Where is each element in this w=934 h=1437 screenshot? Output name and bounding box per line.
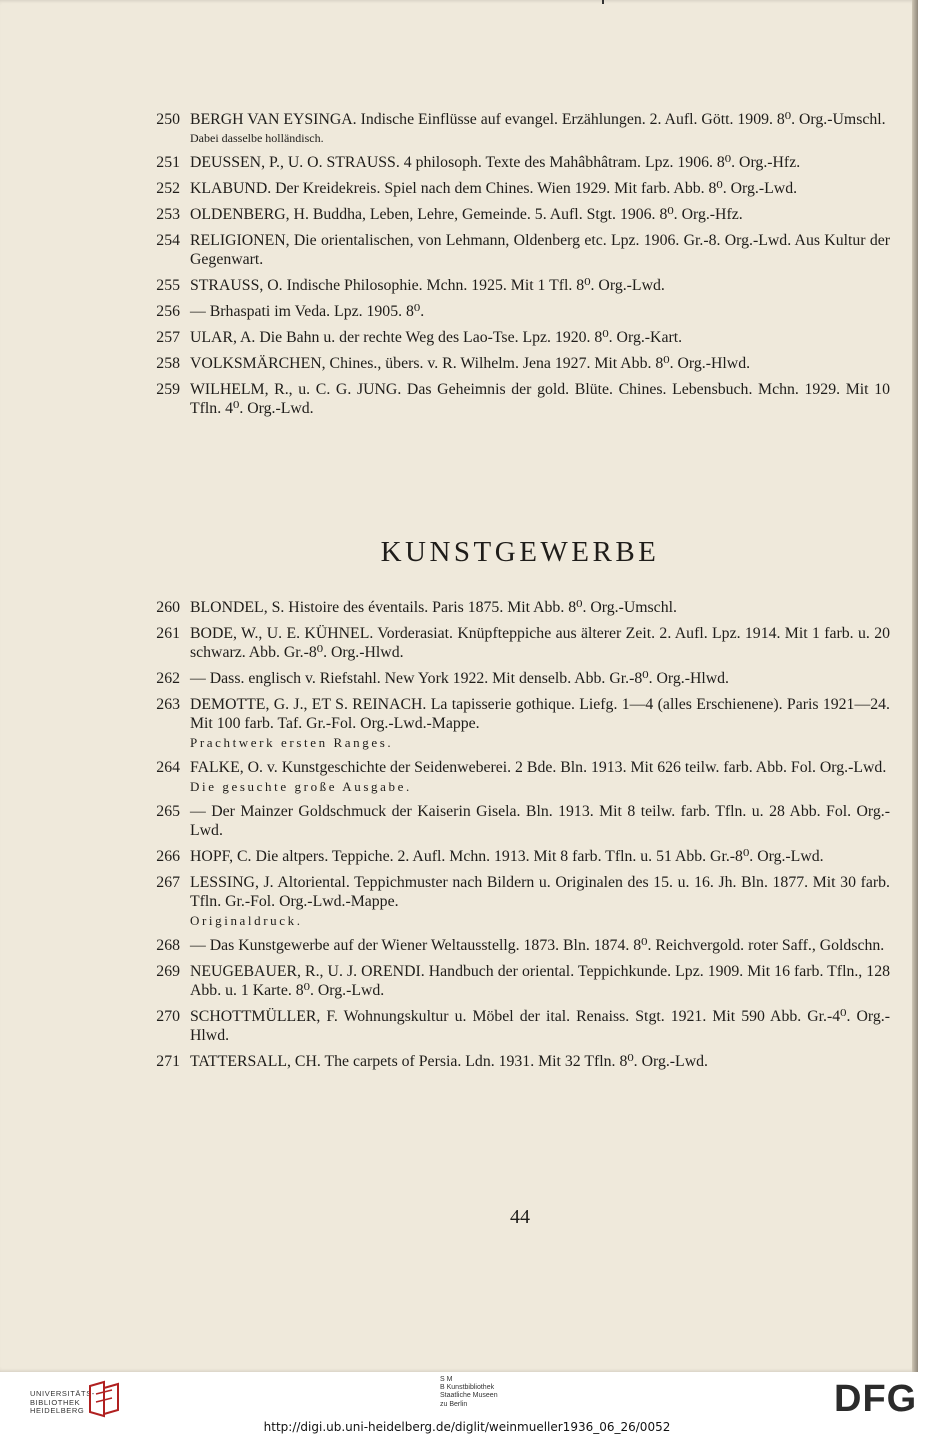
entry-number: 268 — [156, 937, 180, 954]
entry-remark: Prachtwerk ersten Ranges. — [190, 735, 394, 750]
entry-number: 266 — [156, 848, 180, 865]
catalog-entry — [150, 669, 890, 688]
museum-line: S M — [440, 1376, 453, 1383]
university-line: BIBLIOTHEK — [30, 1397, 81, 1407]
entry-text: HOPF, C. Die altpers. Teppiche. 2. Aufl. Mchn. 1913. Mit 8 farb. Tfln. u. 51 Abb. Gr.-8⁰. Org.-Lwd. — [190, 848, 824, 865]
catalog-entry — [150, 205, 890, 224]
page-number: 44 — [510, 1206, 530, 1228]
source-url-link[interactable]: http://digi.ub.uni-heidelberg.de/diglit/weinmueller1936_06_26/0052 — [263, 1420, 671, 1434]
entry-number: 250 — [156, 111, 180, 128]
catalog-entry — [150, 328, 890, 347]
catalog-entries-bottom — [150, 598, 890, 1071]
catalog-entry — [150, 695, 890, 751]
entry-number: 267 — [156, 874, 180, 891]
catalog-entry — [150, 276, 890, 295]
entry-note: Dabei dasselbe holländisch. — [190, 131, 324, 145]
entry-number: 254 — [156, 232, 180, 249]
catalog-entry — [150, 302, 890, 321]
entry-number: 251 — [156, 154, 180, 171]
entry-number: 264 — [156, 759, 180, 776]
university-line: HEIDELBERG — [30, 1406, 85, 1415]
entry-text: — Das Kunstgewerbe auf der Wiener Weltausstellg. 1873. Bln. 1874. 8⁰. Reichvergold. roter Saff., Goldschn. — [190, 937, 885, 954]
entry-text: FALKE, O. v. Kunstgeschichte der Seidenweberei. 2 Bde. Bln. 1913. Mit 626 teilw. farb. Abb. Fol. Org.-Lwd. — [190, 759, 887, 776]
entry-number: 261 — [156, 625, 180, 642]
museum-line: zu Berlin — [440, 1400, 468, 1408]
catalog-entry — [150, 110, 890, 146]
entry-remark: Originaldruck. — [190, 913, 303, 928]
entry-text: ULAR, A. Die Bahn u. der rechte Weg des Lao-Tse. Lpz. 1920. 8⁰. Org.-Kart. — [190, 329, 683, 346]
catalog-entry — [150, 380, 890, 418]
catalog-entries-top — [150, 110, 890, 418]
section-heading: KUNSTGEWERBE — [380, 536, 660, 568]
page-edge-shadow — [912, 0, 918, 1372]
catalog-entry — [150, 802, 890, 840]
university-line: UNIVERSITÄTS- — [30, 1389, 95, 1398]
catalog-entry — [150, 873, 890, 929]
catalog-entry — [150, 962, 890, 1000]
museum-label — [440, 1376, 498, 1409]
entry-text: OLDENBERG, H. Buddha, Leben, Lehre, Gemeinde. 5. Aufl. Stgt. 1906. 8⁰. Org.-Hfz. — [190, 206, 743, 223]
catalog-entry — [150, 936, 890, 955]
entry-text: LESSING, J. Altoriental. Teppichmuster nach Bildern u. Originalen des 15. u. 16. Jh. Bln. 1877. Mit 30 farb. Tfln. Gr.-Fol. Org.-Lwd.-Mappe. — [190, 874, 890, 910]
catalog-entry — [150, 1052, 890, 1071]
entry-remark: Die gesuchte große Ausgabe. — [190, 779, 412, 794]
entry-number: 265 — [156, 803, 180, 820]
catalog-entry — [150, 624, 890, 662]
heidelberg-logo-icon — [86, 1380, 122, 1420]
entry-text: TATTERSALL, CH. The carpets of Persia. Ldn. 1931. Mit 32 Tfln. 8⁰. Org.-Lwd. — [190, 1053, 708, 1070]
entry-number: 255 — [156, 277, 180, 294]
entry-text: VOLKSMÄRCHEN, Chines., übers. v. R. Wilhelm. Jena 1927. Mit Abb. 8⁰. Org.-Hlwd. — [190, 355, 751, 372]
entry-text: BODE, W., U. E. KÜHNEL. Vorderasiat. Knüpfteppiche aus älterer Zeit. 2. Aufl. Lpz. 1914. Mit 1 farb. u. 20 schwarz. Abb. Gr.-8⁰. Org.-Hlwd. — [190, 625, 890, 661]
entry-text: BERGH VAN EYSINGA. Indische Einflüsse auf evangel. Erzählungen. 2. Aufl. Gött. 1909. 8⁰. Org.-Umschl. — [190, 111, 886, 128]
entry-number: 257 — [156, 329, 180, 346]
entry-number: 259 — [156, 381, 180, 398]
dfg-logo: DFG — [834, 1378, 918, 1420]
entry-number: 258 — [156, 355, 180, 372]
entry-text: WILHELM, R., u. C. G. JUNG. Das Geheimnis der gold. Blüte. Chines. Lebensbuch. Mchn. 1929. Mit 10 Tfln. 4⁰. Org.-Lwd. — [190, 381, 890, 417]
entry-text: SCHOTTMÜLLER, F. Wohnungskultur u. Möbel der ital. Renaiss. Stgt. 1921. Mit 590 Abb. Gr.-4⁰. Org.-Hlwd. — [190, 1008, 890, 1044]
entry-text: — Dass. englisch v. Riefstahl. New York 1922. Mit denselb. Abb. Gr.-8⁰. Org.-Hlwd. — [190, 670, 730, 687]
entry-text: — Brhaspati im Veda. Lpz. 1905. 8⁰. — [190, 303, 425, 320]
catalog-entry — [150, 354, 890, 373]
catalog-entry — [150, 598, 890, 617]
entry-number: 271 — [156, 1053, 180, 1070]
catalog-entry — [150, 153, 890, 172]
entry-number: 253 — [156, 206, 180, 223]
catalog-entry — [150, 231, 890, 269]
entry-number: 256 — [156, 303, 180, 320]
museum-line: Staatliche Museen — [440, 1392, 498, 1400]
entry-number: 270 — [156, 1008, 180, 1025]
entry-number: 260 — [156, 599, 180, 616]
scan-speck — [602, 0, 604, 4]
entry-text: STRAUSS, O. Indische Philosophie. Mchn. 1925. Mit 1 Tfl. 8⁰. Org.-Lwd. — [190, 277, 665, 294]
entry-text: — Der Mainzer Goldschmuck der Kaiserin Gisela. Bln. 1913. Mit 8 teilw. farb. Tfln. u. 28 Abb. Fol. Org.-Lwd. — [190, 803, 890, 839]
entry-number: 262 — [156, 670, 180, 687]
catalog-entry — [150, 847, 890, 866]
entry-text: KLABUND. Der Kreidekreis. Spiel nach dem Chines. Wien 1929. Mit farb. Abb. 8⁰. Org.-Lwd. — [190, 180, 798, 197]
entry-number: 269 — [156, 963, 180, 980]
catalog-entry — [150, 1007, 890, 1045]
entry-text: NEUGEBAUER, R., U. J. ORENDI. Handbuch der oriental. Teppichkunde. Lpz. 1909. Mit 16 farb. Tfln., 128 Abb. u. 1 Karte. 8⁰. Org.-Lwd. — [190, 963, 890, 999]
catalog-entry — [150, 179, 890, 198]
entry-text: DEUSSEN, P., U. O. STRAUSS. 4 philosoph. Texte des Mahâbhâtram. Lpz. 1906. 8⁰. Org.-Hfz. — [190, 154, 801, 171]
entry-text: DEMOTTE, G. J., ET S. REINACH. La tapisserie gothique. Liefg. 1—4 (alles Erschienene). Paris 1921—24. Mit 100 farb. Taf. Gr.-Fol. Org.-Lwd.-Mappe. — [190, 696, 890, 732]
entry-number: 263 — [156, 696, 180, 713]
entry-text: BLONDEL, S. Histoire des éventails. Paris 1875. Mit Abb. 8⁰. Org.-Umschl. — [190, 599, 677, 616]
museum-line: B Kunstbibliothek — [440, 1384, 495, 1392]
entry-number: 252 — [156, 180, 180, 197]
entry-text: RELIGIONEN, Die orientalischen, von Lehmann, Oldenberg etc. Lpz. 1906. Gr.-8. Org.-Lwd. Aus Kultur der Gegenwart. — [190, 232, 890, 268]
catalog-entry — [150, 758, 890, 795]
